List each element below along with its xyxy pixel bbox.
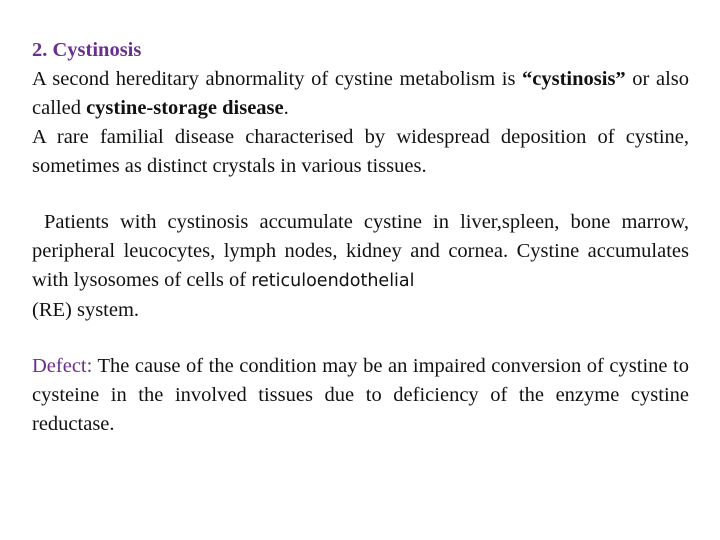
description-paragraph: A rare familial disease characterised by widespread deposition of cystine, sometimes as distinct crystals in various tissues. [32, 126, 689, 177]
reticuloendothelial-term: reticuloendothelial [251, 271, 415, 291]
section-title-line [32, 36, 689, 65]
definition-paragraph [32, 65, 689, 123]
accumulation-text: Patients with cystinosis accumulate cystine in liver,spleen, bone marrow, peripheral leucocytes, lymph nodes, kidney and cornea. Cystine accumulates with lysosomes of cells of [32, 211, 689, 291]
slide-body [32, 36, 689, 439]
cystinosis-term: “cystinosis” [522, 68, 626, 90]
spacer [32, 181, 689, 208]
definition-end: . [283, 97, 289, 119]
definition-intro: A second hereditary abnormality of cystine metabolism is [32, 68, 523, 90]
alternate-name: cystine-storage disease [86, 97, 284, 119]
accumulation-end: (RE) system. [32, 299, 140, 321]
section-title: 2. Cystinosis [32, 39, 142, 61]
accumulation-paragraph [32, 208, 689, 325]
defect-label: Defect: [32, 355, 93, 377]
defect-paragraph [32, 352, 689, 439]
defect-text: The cause of the condition may be an impaired conversion of cystine to cysteine in the involved tissues due to deficiency of the enzyme cystine reductase. [32, 355, 689, 435]
definition-mid: or also called [32, 68, 689, 119]
cystinosis-intro-block [32, 36, 689, 181]
spacer [32, 325, 689, 352]
